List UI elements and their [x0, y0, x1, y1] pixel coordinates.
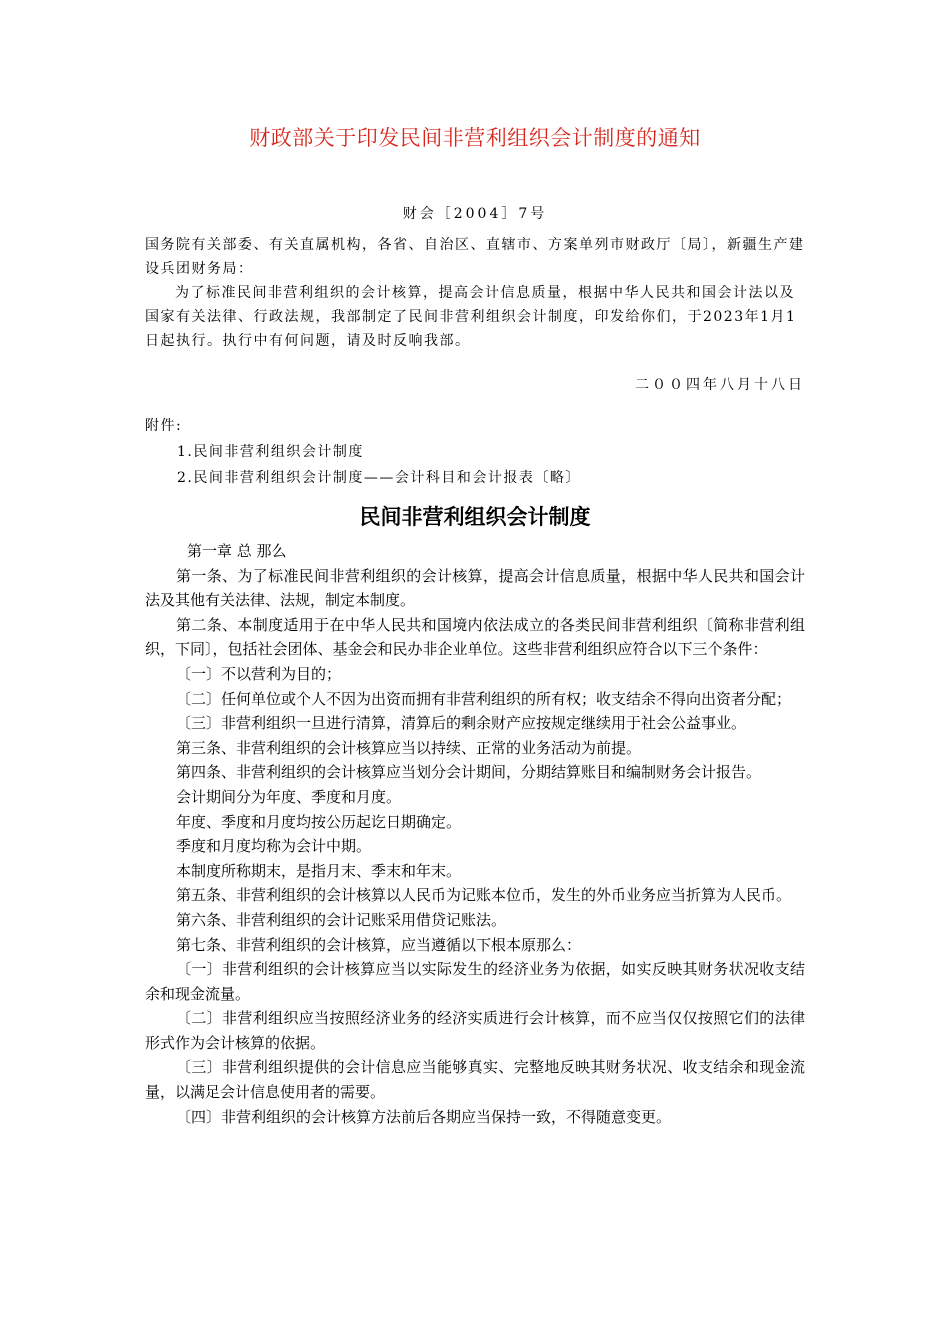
notice-body: 为了标准民间非营利组织的会计核算，提高会计信息质量，根据中华人民共和国会计法以及国家有关法律、行政法规，我部制定了民间非营利组织会计制度，印发给你们，于2023年1月1日起执行。执行中有何问题，请及时反响我部。: [145, 285, 797, 349]
article-paragraph: 〔二〕任何单位或个人不因为出资而拥有非营利组织的所有权；收支结余不得向出资者分配；: [176, 689, 792, 708]
article-paragraph: 年度、季度和月度均按公历起讫日期确定。: [176, 812, 462, 831]
article-paragraph: 第七条、非营利组织的会计核算，应当遵循以下根本原那么：: [176, 935, 582, 954]
article-paragraph: 本制度所称期末，是指月末、季末和年末。: [176, 861, 462, 880]
article-paragraph: 〔二〕非营利组织应当按照经济业务的经济实质进行会计核算，而不应当仅仅按照它们的法律形式作为会计核算的依据。: [145, 1009, 805, 1052]
article-paragraph: 第三条、非营利组织的会计核算应当以持续、正常的业务活动为前提。: [176, 738, 642, 757]
attachments: [145, 413, 581, 491]
article-paragraph: 季度和月度均称为会计中期。: [176, 837, 372, 856]
article-paragraph: 第六条、非营利组织的会计记账采用借贷记账法。: [176, 910, 507, 929]
attachment-item: 2.民间非营利组织会计制度——会计科目和会计报表〔略〕: [177, 470, 581, 486]
article-paragraph: 第四条、非营利组织的会计核算应当划分会计期间，分期结算账目和编制财务会计报告。: [176, 763, 762, 782]
notice-addressee: 国务院有关部委、有关直属机构，各省、自治区、直辖市、方案单列市财政厅〔局〕，新疆生产建设兵团财务局：: [145, 237, 805, 277]
article-paragraph: 第一条、为了标准民间非营利组织的会计核算，提高会计信息质量，根据中华人民共和国会计法及其他有关法律、法规，制定本制度。: [145, 566, 805, 610]
regulation-body: [145, 539, 805, 1129]
regulation-title: 民间非营利组织会计制度: [359, 505, 591, 529]
notice-title: 财政部关于印发民间非营利组织会计制度的通知: [249, 126, 701, 150]
article-paragraph: 〔一〕非营利组织的会计核算应当以实际发生的经济业务为依据，如实反映其财务状况收支结余和现金流量。: [145, 960, 805, 1003]
article-paragraph: 会计期间分为年度、季度和月度。: [176, 787, 402, 806]
attachments-label: 附件:: [145, 418, 183, 434]
document-number: 财会［2004］7号: [402, 206, 548, 222]
chapter-heading: 第一章 总 那么: [187, 542, 287, 560]
attachment-item: 1.民间非营利组织会计制度: [177, 444, 364, 460]
article-paragraph: 〔三〕非营利组织一旦进行清算，清算后的剩余财产应按规定继续用于社会公益事业。: [176, 714, 747, 733]
article-paragraph: 第二条、本制度适用于在中华人民共和国境内依法成立的各类民间非营利组织〔简称非营利组织，下同〕，包括社会团体、基金会和民办非企业单位。这些非营利组织应符合以下三个条件：: [145, 615, 805, 659]
notice-text: [145, 233, 807, 353]
notice-date: 二００四年八月十八日: [635, 377, 805, 393]
article-paragraph: 〔一〕不以营利为目的；: [176, 664, 342, 683]
article-paragraph: 第五条、非营利组织的会计核算以人民币为记账本位币，发生的外币业务应当折算为人民币。: [176, 886, 792, 905]
article-paragraph: 〔四〕非营利组织的会计核算方法前后各期应当保持一致，不得随意变更。: [176, 1107, 672, 1126]
article-paragraph: 〔三〕非营利组织提供的会计信息应当能够真实、完整地反映其财务状况、收支结余和现金流量，以满足会计信息使用者的需要。: [145, 1058, 805, 1102]
